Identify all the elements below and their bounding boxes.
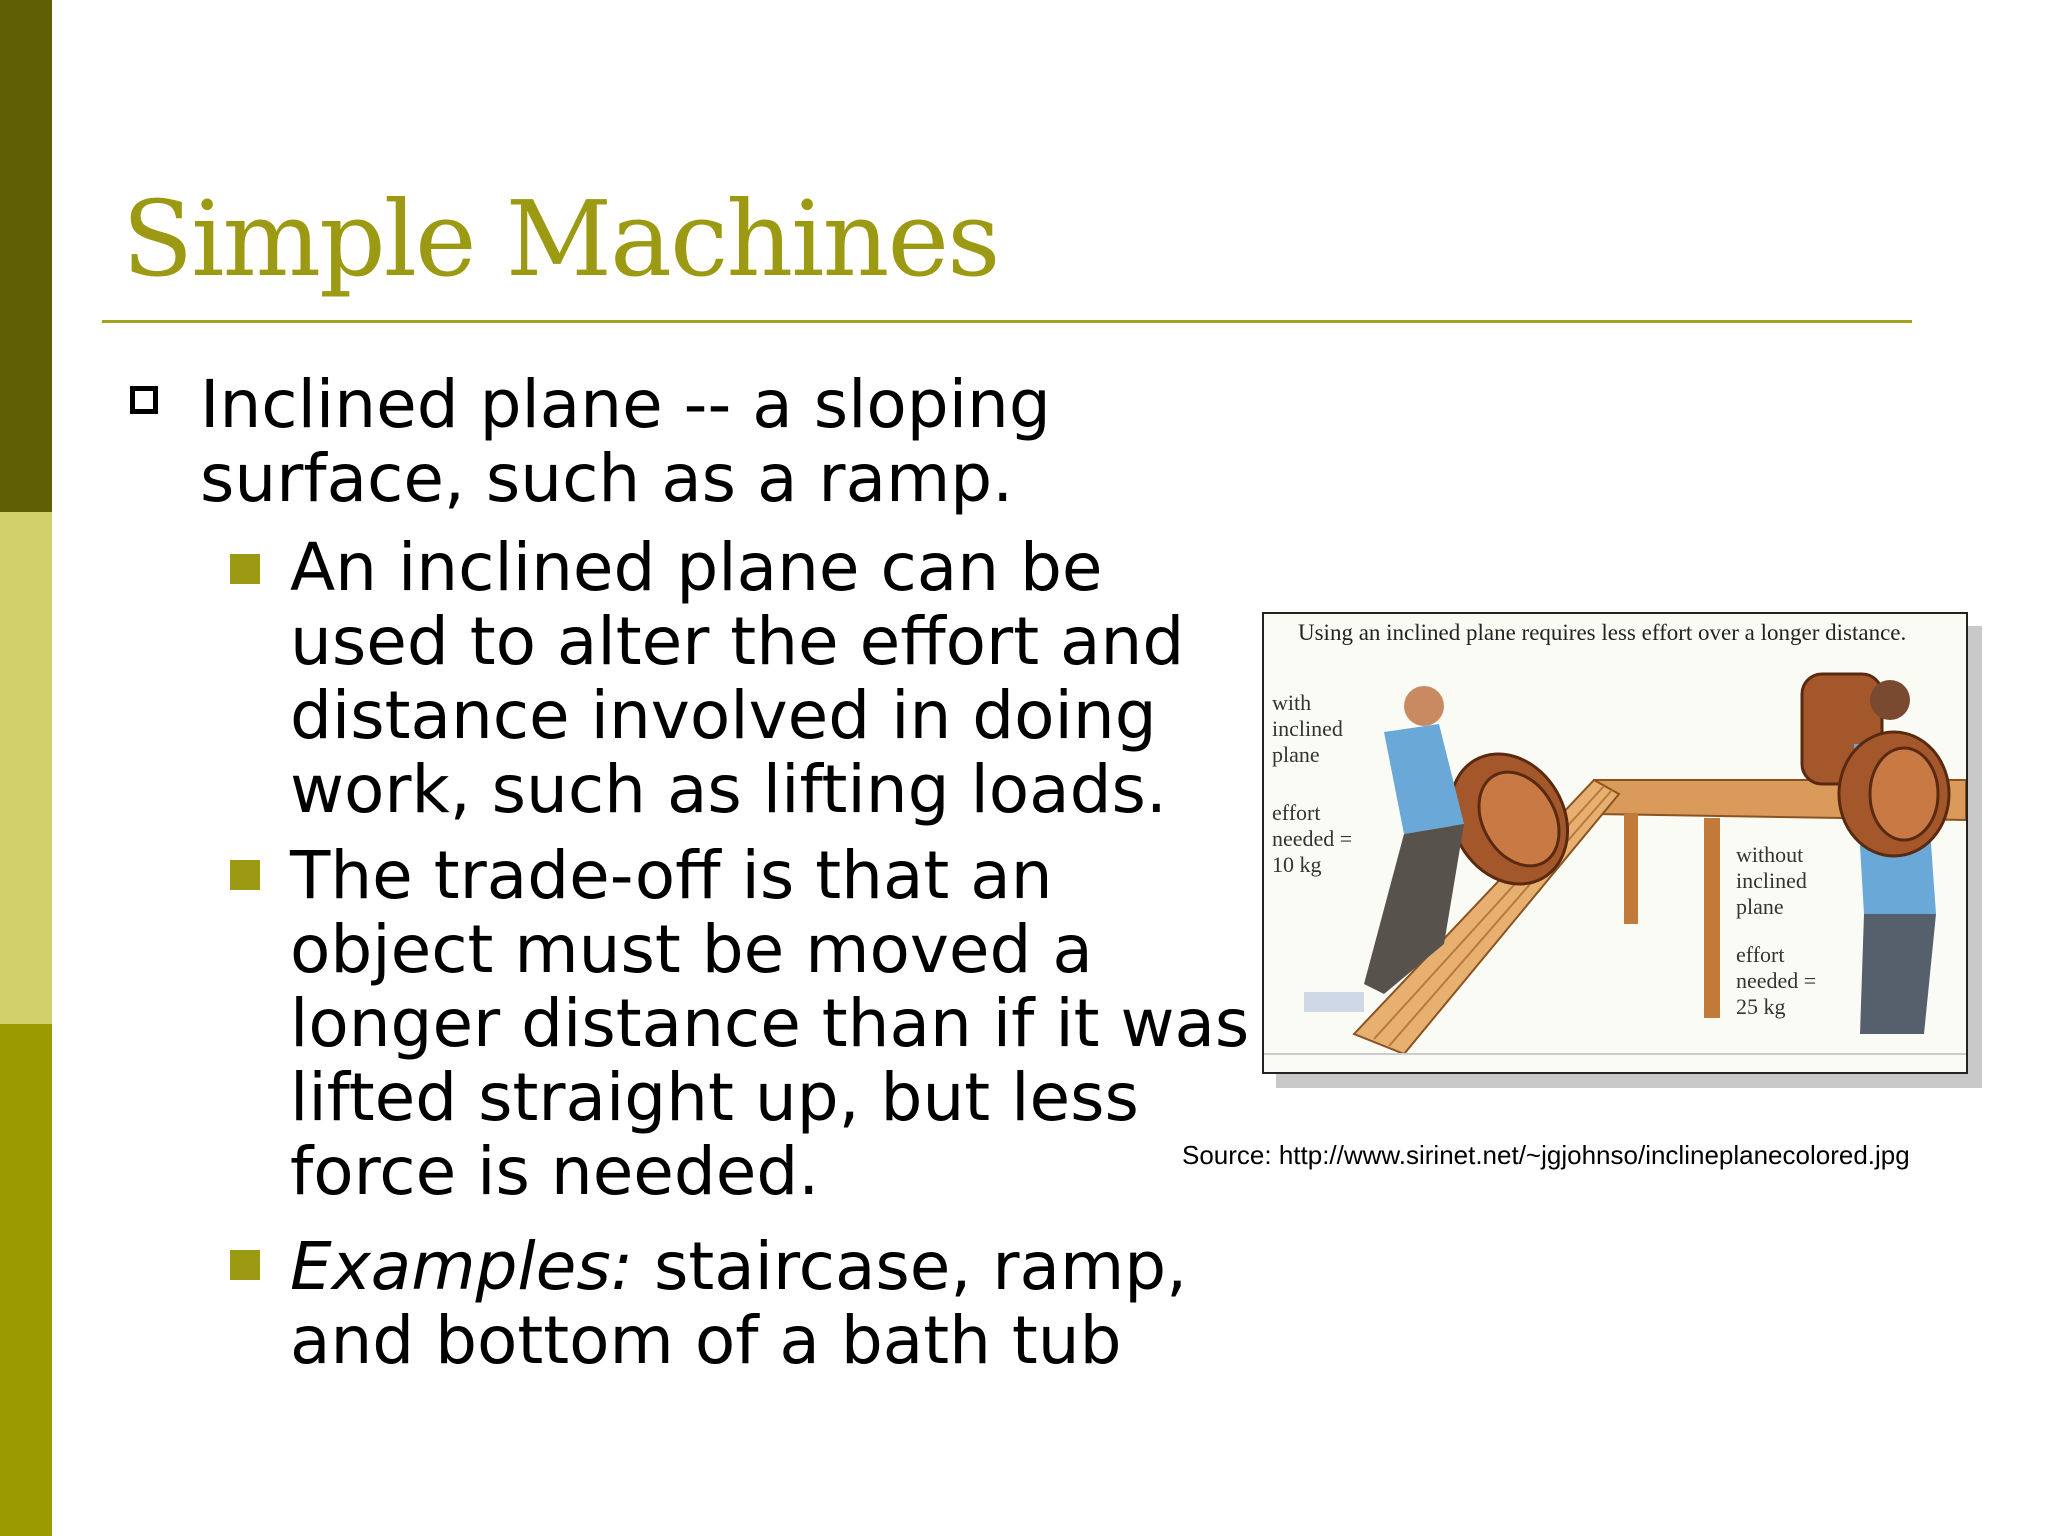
side-bar-middle (0, 512, 52, 1024)
sub-bullet-trade-off: The trade-off is that an object must be moved a longer distance than if it was lifted straight up, but less force is needed. (290, 837, 1250, 1210)
sub-bullet-effort-distance: An inclined plane can be used to alter the effort and distance involved in doing work, such as lifting loads. (290, 529, 1185, 828)
label-without-inclined-plane: without inclined plane (1736, 842, 1807, 919)
inclined-plane-drawing (1264, 614, 1966, 1072)
slide-title: Simple Machines (122, 178, 999, 300)
bullet-inclined-plane: Inclined plane -- a sloping surface, such as a ramp. (200, 366, 1051, 517)
figure-caption: Using an inclined plane requires less effort over a longer distance. (1298, 620, 1907, 645)
image-source-citation: Source: http://www.sirinet.net/~jgjohnso/inclineplanecolored.jpg (1182, 1140, 1910, 1170)
label-effort-without: effort needed = 25 kg (1736, 942, 1817, 1019)
label-effort-with: effort needed = 10 kg (1272, 800, 1353, 877)
examples-text: staircase, ramp, and bottom of a bath tub (290, 1228, 1188, 1379)
examples-label: Examples: (290, 1228, 633, 1305)
side-bar-bottom (0, 1024, 52, 1536)
square-bullet-icon (230, 1250, 260, 1280)
label-with-inclined-plane: with inclined plane (1272, 690, 1343, 767)
side-bar-top (0, 0, 52, 512)
title-underline (102, 320, 1912, 323)
hollow-square-bullet-icon (130, 386, 158, 414)
sub-bullet-examples (290, 1230, 1250, 1378)
square-bullet-icon (230, 860, 260, 890)
inclined-plane-illustration (1262, 612, 1968, 1074)
square-bullet-icon (230, 554, 260, 584)
